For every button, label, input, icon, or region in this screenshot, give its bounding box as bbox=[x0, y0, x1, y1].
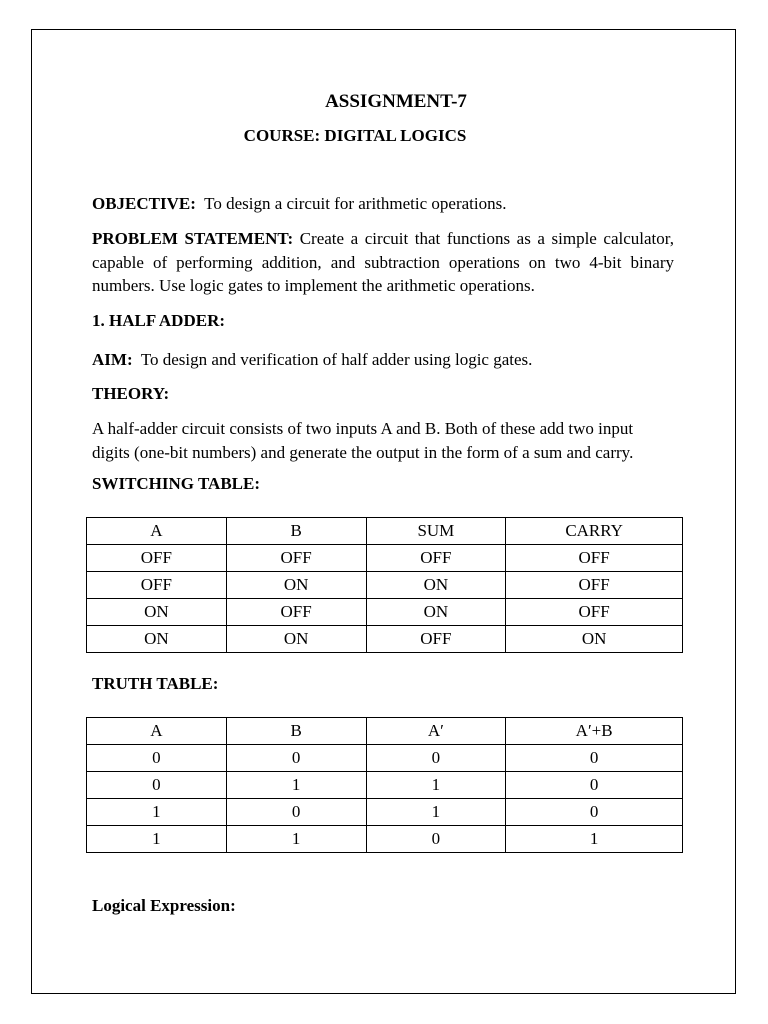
table-cell: 1 bbox=[366, 772, 506, 799]
table-header-cell: A bbox=[87, 518, 227, 545]
table-cell: 1 bbox=[226, 826, 366, 853]
table-cell: ON bbox=[506, 626, 683, 653]
table-row bbox=[87, 599, 683, 626]
table-header-row bbox=[87, 518, 683, 545]
course-title: COURSE: DIGITAL LOGICS bbox=[243, 126, 467, 145]
table-header-cell: A′ bbox=[366, 718, 506, 745]
theory-heading: THEORY: bbox=[92, 384, 170, 403]
truth-table-heading: TRUTH TABLE: bbox=[92, 674, 219, 693]
table-cell: OFF bbox=[506, 572, 683, 599]
table-header-row bbox=[87, 718, 683, 745]
table-cell: OFF bbox=[226, 545, 366, 572]
table-cell: ON bbox=[366, 572, 506, 599]
switching-table-heading: SWITCHING TABLE: bbox=[92, 474, 260, 493]
table-cell: OFF bbox=[366, 545, 506, 572]
table-row bbox=[87, 545, 683, 572]
table-cell: OFF bbox=[506, 599, 683, 626]
table-cell: OFF bbox=[366, 626, 506, 653]
table-cell: ON bbox=[87, 626, 227, 653]
table-cell: 0 bbox=[506, 799, 683, 826]
theory-paragraph: A half-adder circuit consists of two inputs A and B. Both of these add two input digits (one-bit numbers) and generate the output in the form of a sum and carry. bbox=[92, 419, 634, 462]
table-header-cell: B bbox=[226, 518, 366, 545]
table-header-cell: A bbox=[87, 718, 227, 745]
table-cell: ON bbox=[226, 626, 366, 653]
table-header-cell: A′+B bbox=[506, 718, 683, 745]
table-cell: 0 bbox=[226, 745, 366, 772]
problem-statement-text: Create a circuit that functions as a simple calculator, capable of performing addition, and subtraction operations on two 4-bit binary numbers. Use logic gates to implement the arithmetic operations. bbox=[92, 229, 674, 295]
aim-paragraph bbox=[92, 348, 674, 372]
truth-table bbox=[86, 717, 683, 853]
table-cell: OFF bbox=[226, 599, 366, 626]
table-cell: ON bbox=[366, 599, 506, 626]
table-row bbox=[87, 826, 683, 853]
table-row bbox=[87, 745, 683, 772]
switching-table bbox=[86, 517, 683, 653]
objective-label: OBJECTIVE: bbox=[92, 194, 196, 213]
aim-text: To design and verification of half adder using logic gates. bbox=[140, 350, 533, 369]
table-row bbox=[87, 772, 683, 799]
table-cell: ON bbox=[226, 572, 366, 599]
table-header-cell: CARRY bbox=[506, 518, 683, 545]
table-cell: 0 bbox=[366, 826, 506, 853]
table-header-cell: B bbox=[226, 718, 366, 745]
table-cell: OFF bbox=[506, 545, 683, 572]
table-cell: 0 bbox=[506, 772, 683, 799]
table-cell: 0 bbox=[366, 745, 506, 772]
problem-statement-paragraph bbox=[92, 227, 674, 298]
table-cell: ON bbox=[87, 599, 227, 626]
logical-expression-label: Logical Expression: bbox=[92, 896, 236, 915]
table-row bbox=[87, 572, 683, 599]
table-cell: 1 bbox=[226, 772, 366, 799]
table-cell: 0 bbox=[87, 745, 227, 772]
table-row bbox=[87, 626, 683, 653]
aim-label: AIM: bbox=[92, 350, 133, 369]
table-cell: OFF bbox=[87, 572, 227, 599]
table-row bbox=[87, 799, 683, 826]
table-cell: 1 bbox=[506, 826, 683, 853]
objective-text: To design a circuit for arithmetic operations. bbox=[204, 194, 507, 213]
table-cell: 0 bbox=[87, 772, 227, 799]
half-adder-heading: 1. HALF ADDER: bbox=[92, 311, 226, 330]
table-header-cell: SUM bbox=[366, 518, 506, 545]
table-cell: OFF bbox=[87, 545, 227, 572]
table-cell: 0 bbox=[506, 745, 683, 772]
table-cell: 1 bbox=[366, 799, 506, 826]
table-cell: 1 bbox=[87, 826, 227, 853]
table-cell: 0 bbox=[226, 799, 366, 826]
problem-statement-label: PROBLEM STATEMENT: bbox=[92, 229, 294, 248]
assignment-title: ASSIGNMENT-7 bbox=[325, 91, 467, 112]
table-cell: 1 bbox=[87, 799, 227, 826]
objective-paragraph bbox=[92, 192, 674, 216]
